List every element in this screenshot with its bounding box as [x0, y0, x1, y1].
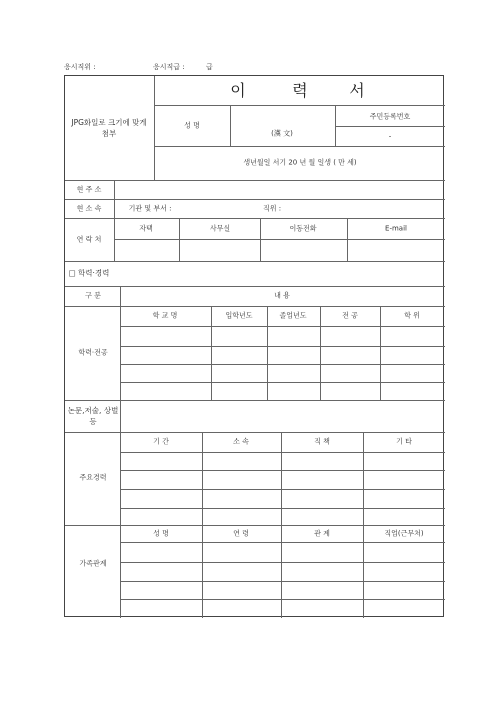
title-char-3: 서	[349, 81, 365, 100]
family-col-relation: 관 계	[314, 529, 330, 538]
birth-date-line: 생년월일 서기 20 년 월 일생 ( 만 세)	[243, 158, 357, 167]
contact-col-mobile: 이동전화	[289, 224, 317, 233]
affiliation-label: 현 소 속	[76, 204, 102, 213]
career-col-position: 직 책	[314, 437, 330, 446]
section-education-career: □ 학력·경력	[68, 268, 110, 278]
edu-col-degree: 학 위	[404, 311, 420, 320]
org-dept-label: 기관 및 부서 :	[128, 204, 172, 213]
family-col-occupation: 직업(근무처)	[384, 529, 424, 538]
id-number-dash: -	[388, 132, 392, 141]
contact-label: 연 락 처	[76, 235, 102, 244]
contact-col-office: 사무실	[209, 224, 231, 233]
career-col-other: 기 타	[396, 437, 412, 446]
hanja-label: (漢 文)	[271, 129, 293, 138]
career-label: 주요경력	[79, 473, 107, 482]
address-label: 현 주 소	[76, 185, 102, 194]
resume-form	[64, 75, 444, 617]
family-col-age: 연 령	[233, 529, 249, 538]
family-label: 가족관계	[79, 559, 107, 568]
category-label: 구 분	[85, 291, 101, 300]
position-label: 직위 :	[262, 204, 282, 213]
photo-attach-note: JPG화일로 크기에 맞게 첨부	[71, 118, 147, 138]
edu-col-grad-year: 졸업년도	[279, 311, 307, 320]
career-col-affiliation: 소 속	[233, 437, 249, 446]
edu-col-major: 전 공	[342, 311, 358, 320]
edu-col-school: 학 교 명	[152, 311, 178, 320]
title-char-2: 력	[292, 81, 308, 100]
grade-suffix: 급	[206, 63, 213, 71]
applied-position-label: 응시직위 :	[64, 63, 96, 71]
applied-grade-label: 응시직급 :	[153, 63, 185, 71]
content-label: 내 용	[274, 291, 290, 300]
papers-awards-label: 논문,저술, 상벌 등	[67, 406, 119, 426]
title-char-1: 이	[230, 81, 246, 100]
education-label: 학력·전공	[78, 348, 108, 357]
career-col-period: 기 간	[153, 437, 169, 446]
name-label: 성 명	[184, 121, 200, 130]
contact-col-home: 자택	[139, 224, 153, 233]
edu-col-entry-year: 입학년도	[225, 311, 253, 320]
id-number-label: 주민등록번호	[369, 112, 411, 121]
family-col-name: 성 명	[153, 529, 169, 538]
contact-col-email: E-mail	[385, 224, 407, 233]
